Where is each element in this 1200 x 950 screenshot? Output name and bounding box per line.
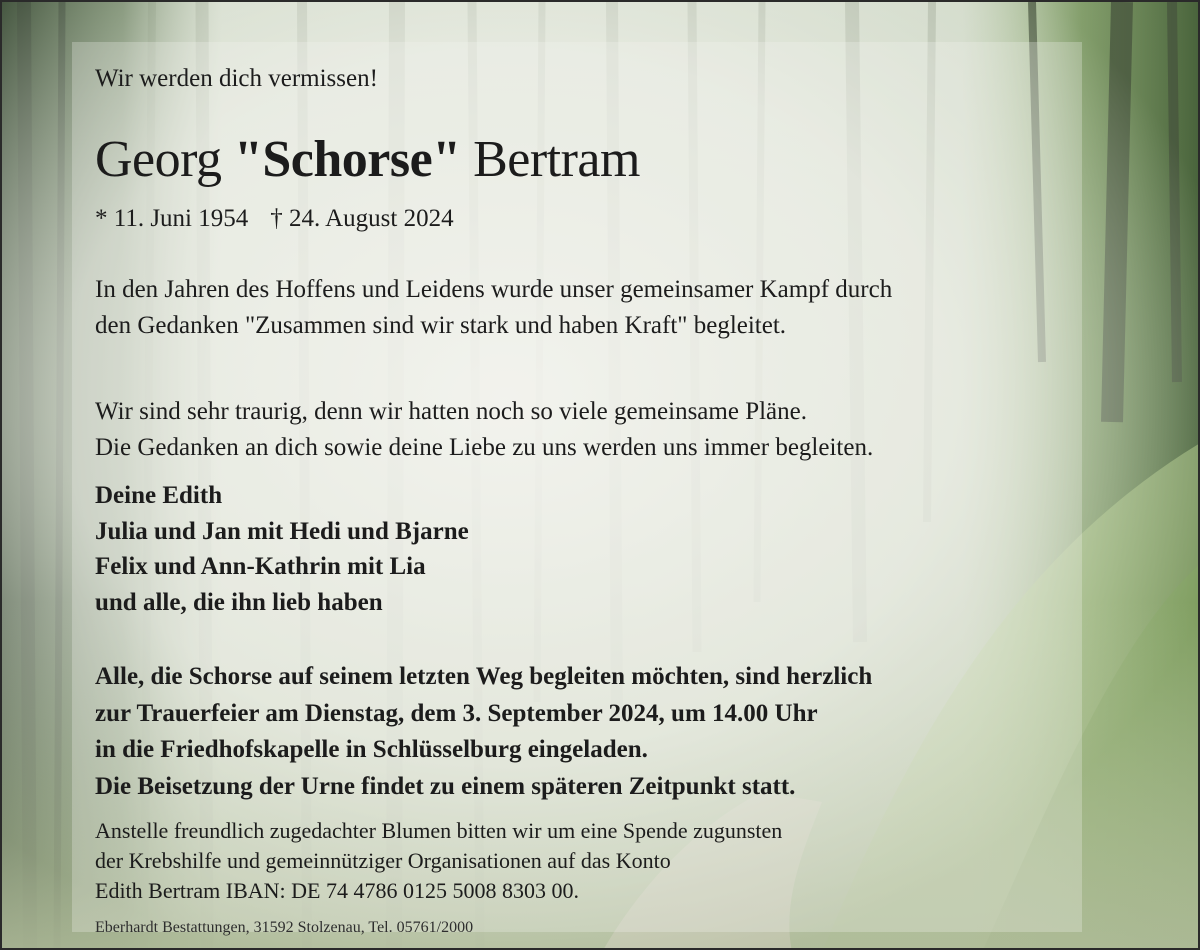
paragraph-line: Wir sind sehr traurig, denn wir hatten noch so viele gemeinsame Pläne.	[95, 398, 807, 425]
deceased-name	[95, 130, 640, 190]
service-line: in die Friedhofskapelle in Schlüsselburg eingeladen.	[95, 736, 648, 763]
mourner-line: Deine Edith	[95, 482, 223, 509]
paragraph-line: Die Gedanken an dich sowie deine Liebe zu uns werden uns immer begleiten.	[95, 434, 874, 461]
donation-line: der Krebshilfe und gemeinnütziger Organisationen auf das Konto	[95, 848, 671, 873]
service-line: Die Beisetzung der Urne findet zu einem späteren Zeitpunkt statt.	[95, 772, 796, 800]
birth-date: * 11. Juni 1954	[95, 205, 249, 232]
first-name: Georg	[95, 131, 222, 188]
mourner-line: Felix und Ann-Kathrin mit Lia	[95, 553, 426, 580]
intro-line: Wir werden dich vermissen!	[95, 65, 378, 92]
paragraph-line: den Gedanken "Zusammen sind wir stark und haben Kraft" begleitet.	[95, 312, 787, 339]
mourner-line: Julia und Jan mit Hedi und Bjarne	[95, 517, 469, 545]
last-name: Bertram	[473, 131, 640, 188]
notice-text	[95, 2, 1158, 948]
mourner-line: und alle, die ihn lieb haben	[95, 588, 383, 616]
paragraph-grief	[95, 394, 873, 466]
mourners-list	[95, 478, 469, 620]
service-line: zur Trauerfeier am Dienstag, dem 3. September 2024, um 14.00 Uhr	[95, 699, 818, 727]
donation-request	[95, 816, 782, 906]
funeral-home-footer: Eberhardt Bestattungen, 31592 Stolzenau, Tel. 05761/2000	[95, 919, 474, 936]
life-dates	[95, 205, 454, 233]
funeral-service-info	[95, 659, 872, 805]
death-date: † 24. August 2024	[270, 205, 454, 232]
paragraph-line: In den Jahren des Hoffens und Leidens wurde unser gemeinsamer Kampf durch	[95, 276, 893, 303]
service-line: Alle, die Schorse auf seinem letzten Weg begleiten möchten, sind herzlich	[95, 663, 873, 690]
nickname: "Schorse"	[234, 131, 461, 188]
paragraph-struggle	[95, 272, 892, 344]
donation-line: Anstelle freundlich zugedachter Blumen bitten wir um eine Spende zugunsten	[95, 818, 783, 843]
donation-line: Edith Bertram IBAN: DE 74 4786 0125 5008 8303 00.	[95, 878, 579, 903]
